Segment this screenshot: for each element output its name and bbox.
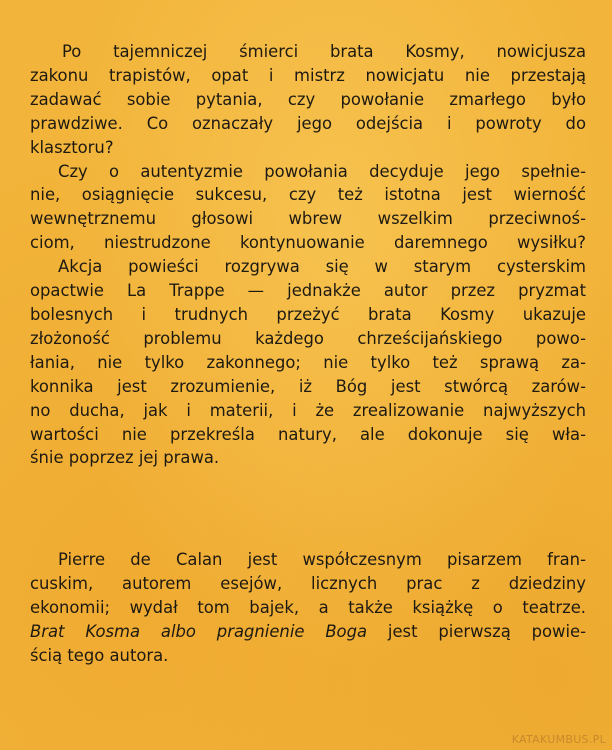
blurb-line: opactwie La Trappe — jednakże autor przez pryzmat	[30, 281, 586, 301]
blurb-line: śnie poprzez jej prawa.	[30, 448, 220, 468]
blurb-line: bolesnych i trudnych przeżyć brata Kosmy ukazuje	[30, 304, 586, 324]
blurb-line: wewnętrznemu głosowi wbrew wszelkim przeciwnoś-	[30, 209, 586, 229]
author-note-line	[30, 620, 586, 644]
blurb-line: nie, osiągnięcie sukcesu, czy też istotna jest wierność	[30, 185, 586, 205]
blurb-line: ciom, niestrudzone kontynuowanie daremnego wysiłku?	[30, 233, 586, 253]
blurb-line: złożoność problemu każdego chrześcijańskiego powo-	[30, 328, 586, 348]
book-title: Brat Kosma albo pragnienie Boga	[30, 621, 368, 641]
blurb-line: Czy o autentyzmie powołania decyduje jego spełnie-	[58, 161, 586, 181]
blurb-text	[30, 40, 586, 470]
author-note-line: ekonomii; wydał tom bajek, a także książkę o teatrze.	[30, 597, 586, 617]
author-note-line: cuskim, autorem esejów, licznych prac z dziedziny	[30, 573, 586, 593]
blurb-line: prawdziwe. Co oznaczały jego odejścia i powroty do	[30, 113, 586, 133]
blurb-line: konnika jest zrozumienie, iż Bóg jest stwórcą zarów-	[30, 376, 586, 396]
blurb-line: zakonu trapistów, opat i mistrz nowicjatu nie przestają	[30, 65, 586, 85]
blurb-line: Akcja powieści rozgrywa się w starym cysterskim	[58, 257, 586, 277]
blurb-line: Po tajemniczej śmierci brata Kosmy, nowicjusza	[62, 42, 586, 61]
blurb-line: wartości nie przekreśla natury, ale dokonuje się wła-	[30, 424, 586, 444]
author-note-text: jest pierwszą powie-	[367, 621, 586, 641]
blurb-line: łania, nie tylko zakonnego; nie tylko też sprawą za-	[30, 352, 586, 372]
author-note-line: ścią tego autora.	[30, 645, 169, 665]
author-note	[30, 548, 586, 668]
blurb-line: klasztoru?	[30, 137, 114, 157]
author-note-line: Pierre de Calan jest współczesnym pisarzem fran-	[58, 550, 586, 569]
watermark: KATAKUMBUS.PL	[511, 733, 606, 746]
blurb-line: no ducha, jak i materii, i że zrealizowanie najwyższych	[30, 400, 586, 420]
blurb-line: zadawać sobie pytania, czy powołanie zmarłego było	[30, 89, 586, 109]
